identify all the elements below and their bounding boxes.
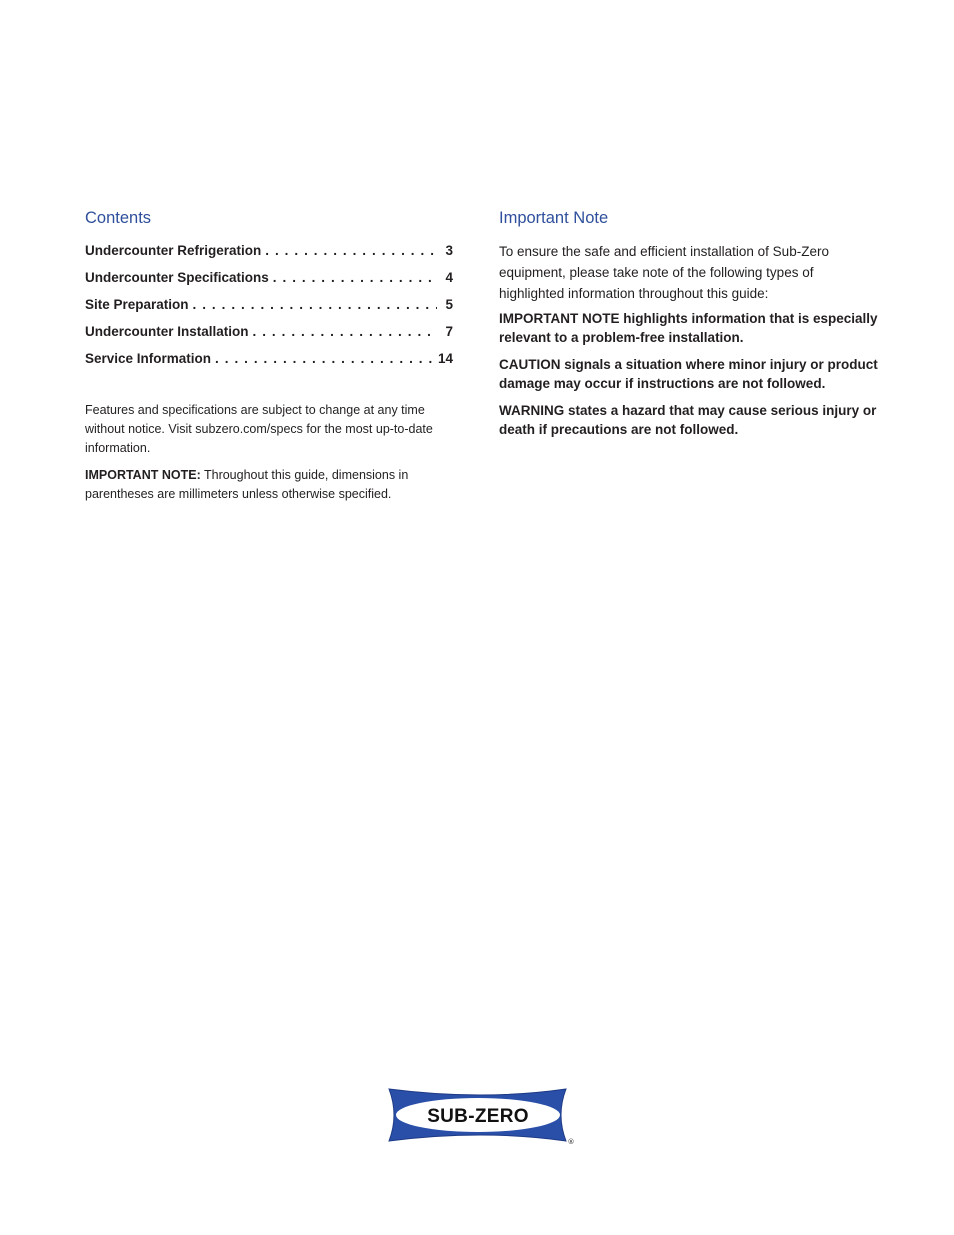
dimensions-note-text: Throughout this guide, dimensions in parentheses are millimeters unless otherwise specified. [85, 468, 409, 501]
important-note-definition: IMPORTANT NOTE highlights information that is especially relevant to a problem-free installation. [499, 311, 878, 345]
toc-dot-leader [215, 349, 432, 369]
toc-entry-title: Undercounter Installation [85, 324, 249, 339]
toc-entry-page: 14 [437, 351, 453, 366]
dimensions-note-label: IMPORTANT NOTE: [85, 468, 201, 482]
dimensions-note [85, 466, 461, 504]
toc-dot-leader [273, 268, 437, 288]
toc-entry[interactable] [85, 241, 453, 268]
important-note-heading: Important Note [499, 209, 609, 227]
toc-dot-leader [265, 241, 437, 261]
toc-entry[interactable] [85, 349, 453, 376]
toc-entry-page: 4 [445, 270, 453, 285]
specs-disclaimer: Features and specifications are subject to change at any time without notice. Visit subzero.com/specs for the most up-to-date information. [85, 403, 433, 455]
toc-dot-leader [253, 322, 437, 342]
toc-entry[interactable] [85, 268, 453, 295]
toc-entry-title: Site Preparation [85, 297, 189, 312]
registered-mark: ® [567, 1138, 575, 1145]
toc-dot-leader [193, 295, 437, 315]
important-note-section [499, 207, 879, 447]
toc-list [85, 241, 453, 376]
toc-entry-page: 5 [445, 297, 453, 312]
logo-wordmark: SUB-ZERO [427, 1106, 529, 1127]
toc-entry-page: 3 [445, 243, 453, 258]
important-note-intro: To ensure the safe and efficient installation of Sub-Zero equipment, please take note of the following types of highlighted information throughout this guide: [499, 244, 829, 301]
caution-definition: CAUTION signals a situation where minor injury or product damage may occur if instructions are not followed. [499, 357, 878, 391]
toc-entry-title: Undercounter Specifications [85, 270, 269, 285]
toc-entry-page: 7 [445, 324, 453, 339]
sub-zero-logo [386, 1087, 578, 1145]
toc-entry-title: Undercounter Refrigeration [85, 243, 262, 258]
toc-entry[interactable] [85, 322, 453, 349]
warning-definition: WARNING states a hazard that may cause serious injury or death if precautions are not followed. [499, 403, 877, 437]
contents-heading: Contents [85, 209, 152, 227]
contents-section [85, 207, 461, 512]
disclaimer-block [85, 401, 461, 504]
toc-entry[interactable] [85, 295, 453, 322]
toc-entry-title: Service Information [85, 351, 212, 366]
